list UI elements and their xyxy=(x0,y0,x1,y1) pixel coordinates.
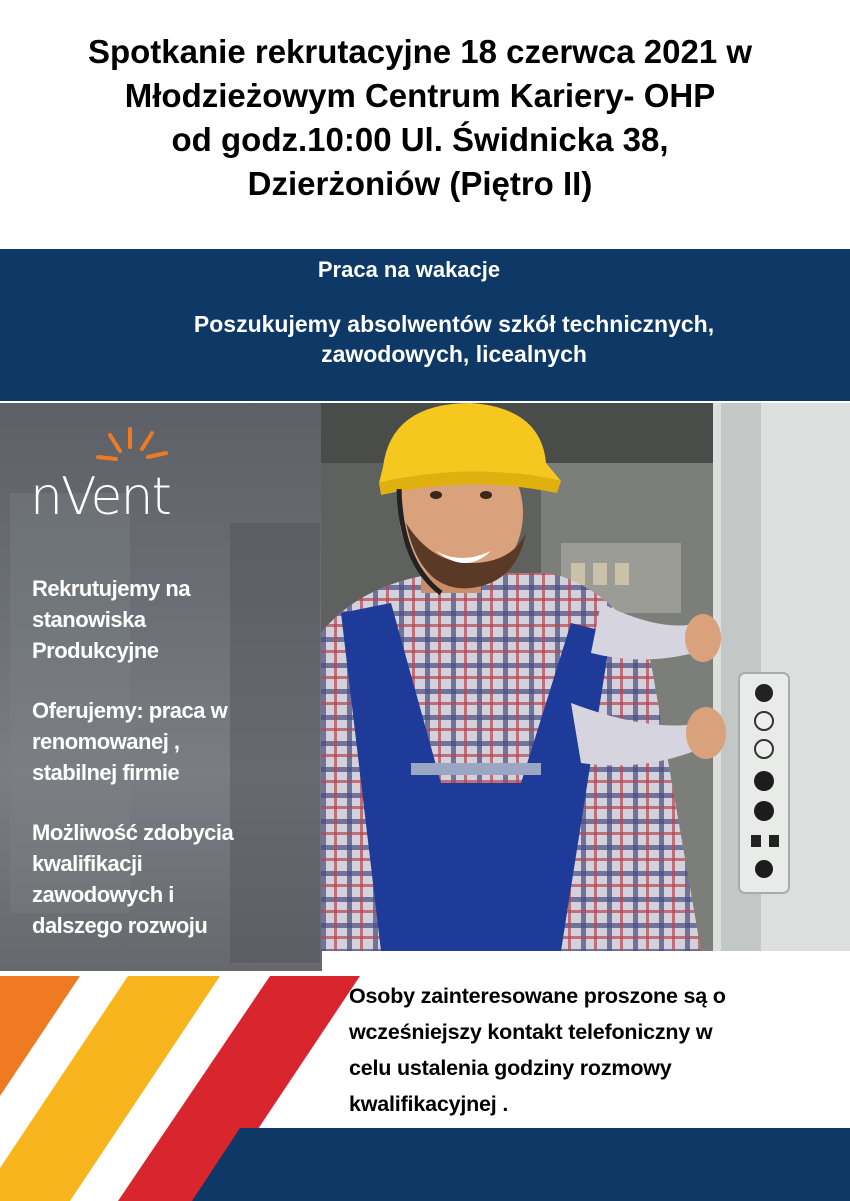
offer-text xyxy=(32,695,312,788)
contact-notice xyxy=(349,978,849,1122)
left-info-panel xyxy=(0,403,322,971)
text-line: stabilnej firmie xyxy=(32,760,180,785)
banner-subtitle-line: zawodowych, licealnych xyxy=(321,341,587,367)
worker-photo xyxy=(321,403,850,951)
text-line: kwalifikacyjnej . xyxy=(349,1092,509,1116)
event-header xyxy=(0,30,850,206)
text-line: wcześniejszy kontakt telefoniczny w xyxy=(349,1020,713,1044)
text-line: renomowanej , xyxy=(32,729,180,754)
banner-subtitle-line: Poszukujemy absolwentów szkół technicznych, xyxy=(193,311,715,337)
header-line: od godz.10:00 Ul. Świdnicka 38, xyxy=(171,121,669,158)
text-line: Produkcyjne xyxy=(32,638,159,663)
header-line: Młodzieżowym Centrum Kariery- OHP xyxy=(124,77,716,114)
logo-wordmark: nVent xyxy=(30,467,170,527)
banner-title: Praca na wakacje xyxy=(317,257,501,282)
text-line: Możliwość zdobycia xyxy=(32,820,234,845)
text-line: celu ustalenia godziny rozmowy xyxy=(349,1056,672,1080)
job-banner xyxy=(0,249,850,401)
header-line: Dzierżoniów (Piętro II) xyxy=(247,165,593,202)
text-line: stanowiska xyxy=(32,607,146,632)
company-logo xyxy=(30,425,200,535)
worker-illustration xyxy=(321,403,850,951)
text-line: Rekrutujemy na xyxy=(32,576,191,601)
text-line: Oferujemy: praca w xyxy=(32,698,228,723)
header-line: Spotkanie rekrutacyjne 18 czerwca 2021 w xyxy=(87,33,753,70)
text-line: kwalifikacji xyxy=(32,851,143,876)
text-line: Osoby zainteresowane proszone są o xyxy=(349,984,726,1008)
text-line: dalszego rozwoju xyxy=(32,913,208,938)
development-text xyxy=(32,817,312,941)
recruit-positions-text xyxy=(32,573,312,666)
text-line: zawodowych i xyxy=(32,882,174,907)
banner-subtitle xyxy=(0,309,850,369)
